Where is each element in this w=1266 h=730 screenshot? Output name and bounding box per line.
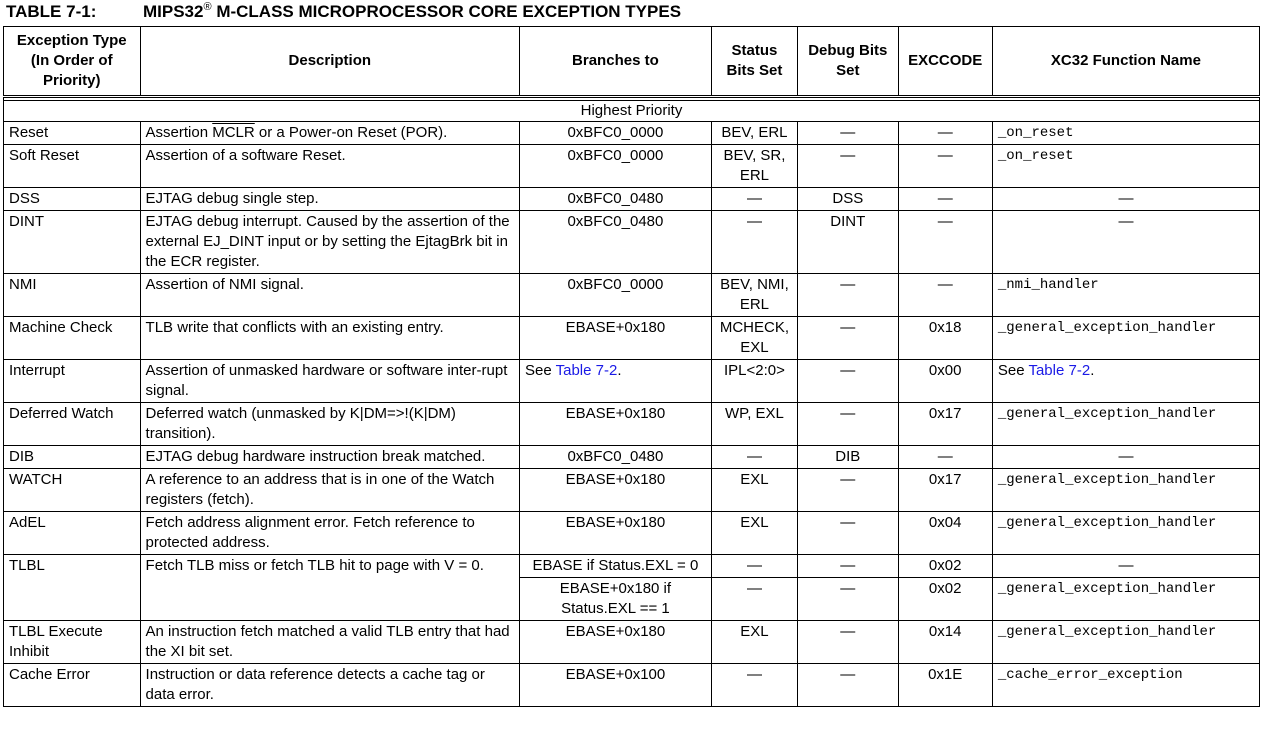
cell-description: Assertion of NMI signal. [140,274,520,317]
cell-description: Assertion of a software Reset. [140,145,520,188]
cell-status: — [711,446,797,469]
cell-status: — [711,188,797,211]
table-title: MIPS32® M-CLASS MICROPROCESSOR CORE EXCEPTION TYPES [143,1,682,21]
cell-exccode: 0x14 [898,621,992,664]
cell-description: An instruction fetch matched a valid TLB entry that had the XI bit set. [140,621,520,664]
cell-function: _general_exception_handler [992,317,1259,360]
cell-function: _general_exception_handler [992,621,1259,664]
cell-description: Assertion of unmasked hardware or software inter-rupt signal. [140,360,520,403]
table-row [4,403,1260,446]
col-exception-type: Exception Type (In Order of Priority) [4,27,141,97]
table-row [4,469,1260,512]
col-exccode: EXCCODE [898,27,992,97]
cell-status: BEV, ERL [711,122,797,145]
table-row [4,446,1260,469]
cell-type: Machine Check [4,317,141,360]
cell-type: WATCH [4,469,141,512]
cell-description: Fetch address alignment error. Fetch reference to protected address. [140,512,520,555]
cell-function: See Table 7-2. [992,360,1259,403]
cell-function: _on_reset [992,145,1259,188]
cell-exccode: 0x17 [898,469,992,512]
cell-status: IPL<2:0> [711,360,797,403]
cell-debug: DSS [798,188,898,211]
cell-branch: 0xBFC0_0480 [520,446,712,469]
cell-function: _general_exception_handler [992,578,1259,621]
cell-description: EJTAG debug interrupt. Caused by the assertion of the external EJ_DINT input or by setting the EjtagBrk bit in the ECR register. [140,211,520,274]
cell-function: _general_exception_handler [992,403,1259,446]
cell-branch: 0xBFC0_0000 [520,122,712,145]
cell-branch: EBASE+0x100 [520,664,712,707]
table-row [4,188,1260,211]
cell-description: TLB write that conflicts with an existing entry. [140,317,520,360]
cell-debug: — [798,512,898,555]
cell-status: — [711,555,797,578]
table-row [4,512,1260,555]
cell-status: — [711,664,797,707]
cell-function: — [992,188,1259,211]
cell-debug: — [798,317,898,360]
cell-exccode: — [898,446,992,469]
table-row [4,274,1260,317]
cell-branch: 0xBFC0_0000 [520,145,712,188]
col-debug-bits: Debug Bits Set [798,27,898,97]
cell-function: — [992,211,1259,274]
table-row [4,621,1260,664]
cell-description: A reference to an address that is in one of the Watch registers (fetch). [140,469,520,512]
cell-exccode: — [898,122,992,145]
cell-exccode: — [898,274,992,317]
cell-type: TLBL [4,555,141,621]
cell-function: — [992,555,1259,578]
cell-status: WP, EXL [711,403,797,446]
cell-debug: — [798,145,898,188]
table-7-2-link[interactable]: Table 7-2 [1028,362,1091,379]
cell-branch: 0xBFC0_0480 [520,211,712,274]
cell-branch: 0xBFC0_0000 [520,274,712,317]
cell-status: — [711,211,797,274]
cell-status: BEV, NMI, ERL [711,274,797,317]
cell-debug: — [798,555,898,578]
cell-debug: — [798,122,898,145]
cell-function: _cache_error_exception [992,664,1259,707]
cell-debug: — [798,274,898,317]
registered-mark: ® [203,1,212,13]
cell-function: _general_exception_handler [992,469,1259,512]
table-row [4,145,1260,188]
cell-debug: — [798,664,898,707]
col-status-bits: Status Bits Set [711,27,797,97]
cell-type: DINT [4,211,141,274]
cell-exccode: — [898,145,992,188]
cell-type: TLBL Execute Inhibit [4,621,141,664]
cell-debug: — [798,469,898,512]
cell-exccode: 0x02 [898,578,992,621]
cell-type: Reset [4,122,141,145]
cell-function: _nmi_handler [992,274,1259,317]
table-number: TABLE 7-1: [6,2,97,21]
cell-function: _general_exception_handler [992,512,1259,555]
cell-exccode: — [898,211,992,274]
cell-branch: EBASE if Status.EXL = 0 [520,555,712,578]
table-caption [6,0,681,24]
cell-status: EXL [711,469,797,512]
cell-debug: DIB [798,446,898,469]
table-row [4,555,1260,578]
cell-branch: EBASE+0x180 [520,317,712,360]
highest-priority-label: Highest Priority [4,101,1260,122]
cell-debug: — [798,403,898,446]
cell-branch: EBASE+0x180 [520,621,712,664]
table-row [4,122,1260,145]
table-row [4,317,1260,360]
cell-branch: See Table 7-2. [520,360,712,403]
cell-type: Interrupt [4,360,141,403]
cell-branch: EBASE+0x180 [520,512,712,555]
cell-description: EJTAG debug single step. [140,188,520,211]
table-row [4,664,1260,707]
header-row [4,27,1260,97]
cell-debug: DINT [798,211,898,274]
cell-exccode: 0x00 [898,360,992,403]
table-7-2-link[interactable]: Table 7-2 [555,362,618,379]
cell-type: Cache Error [4,664,141,707]
cell-description: EJTAG debug hardware instruction break matched. [140,446,520,469]
cell-type: DIB [4,446,141,469]
cell-status: MCHECK, EXL [711,317,797,360]
cell-type: DSS [4,188,141,211]
cell-type: AdEL [4,512,141,555]
cell-exccode: 0x04 [898,512,992,555]
cell-debug: — [798,360,898,403]
cell-debug: — [798,621,898,664]
cell-function: _on_reset [992,122,1259,145]
cell-exccode: 0x18 [898,317,992,360]
cell-description: Deferred watch (unmasked by K|DM=>!(K|DM) transition). [140,403,520,446]
cell-debug: — [798,578,898,621]
cell-branch: EBASE+0x180 if Status.EXL == 1 [520,578,712,621]
exception-types-table [3,26,1260,707]
cell-description: Assertion MCLR or a Power-on Reset (POR). [140,122,520,145]
cell-description: Fetch TLB miss or fetch TLB hit to page with V = 0. [140,555,520,621]
cell-branch: EBASE+0x180 [520,403,712,446]
cell-type: NMI [4,274,141,317]
table-row [4,360,1260,403]
cell-description: Instruction or data reference detects a cache tag or data error. [140,664,520,707]
cell-type: Soft Reset [4,145,141,188]
cell-exccode: — [898,188,992,211]
cell-function: — [992,446,1259,469]
cell-exccode: 0x1E [898,664,992,707]
cell-branch: EBASE+0x180 [520,469,712,512]
cell-branch: 0xBFC0_0480 [520,188,712,211]
cell-status: EXL [711,621,797,664]
cell-type: Deferred Watch [4,403,141,446]
mclr-overbar: MCLR [212,124,255,141]
cell-exccode: 0x17 [898,403,992,446]
cell-status: EXL [711,512,797,555]
table-row [4,211,1260,274]
col-branches-to: Branches to [520,27,712,97]
cell-status: BEV, SR, ERL [711,145,797,188]
col-description: Description [140,27,520,97]
cell-exccode: 0x02 [898,555,992,578]
cell-status: — [711,578,797,621]
priority-row [4,101,1260,122]
col-xc32-function: XC32 Function Name [992,27,1259,97]
